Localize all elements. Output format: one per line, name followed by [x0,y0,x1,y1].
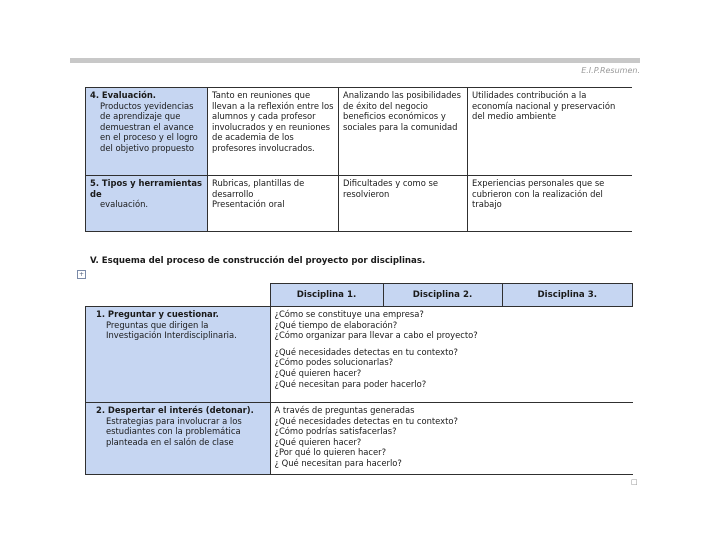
cell-line: de éxito del negocio [343,100,428,111]
row-title-line: evaluación. [100,199,149,210]
table-row [86,307,633,403]
question-line: ¿Cómo podes solucionarlas? [274,357,394,368]
row-subtitle-line: Estrategias para involucrar a los [106,415,242,426]
cell [468,176,633,232]
question-line: ¿Cómo podrías satisfacerlas? [274,426,397,437]
cell [468,88,633,176]
cell-line: llevan a la reflexión entre los [212,100,334,111]
row-title: 5. Tipos y herramientas de [90,178,202,199]
cell-line: Tanto en reuniones que [212,90,311,100]
table-row [86,403,633,475]
disciplines-table [85,283,633,475]
row-title-line: de aprendizaje que [100,111,181,122]
row-subtitle-line: Preguntas que dirigen la [106,319,209,330]
cell-line: del medio ambiente [472,111,557,122]
cell [208,176,339,232]
row-content-cell [270,403,633,475]
cell-line: profesores involucrados. [212,142,315,153]
header-discipline-1: Disciplina 1. [270,284,383,307]
question-line: ¿Cómo se constituye una empresa? [274,309,424,319]
cell-line: sociales para la comunidad [343,121,458,132]
question-line: ¿Por qué lo quieren hacer? [274,447,387,458]
header-label: E.I.P.Resumen. [581,66,640,75]
cell-line: Presentación oral [212,199,285,210]
row-title-line: Productos yevidencias [100,100,194,111]
header-empty [86,284,271,307]
row-title-line: en el proceso y el logro [100,132,198,143]
table-row [86,176,633,232]
row-title-cell [86,403,271,475]
cell-line: Analizando las posibilidades [343,90,461,100]
row-title-line: demuestran el avance [100,121,194,132]
row-title: 4. Evaluación. [90,90,156,100]
question-line: ¿Qué necesitan para poder hacerlo? [274,378,427,389]
cell-line: Experiencias personales que se [472,178,605,188]
cell-line: resolvieron [343,188,390,199]
cell-line: Rubricas, plantillas de [212,178,305,188]
cell-line: Dificultades y como se [343,178,439,188]
question-line: ¿Qué quieren hacer? [274,436,362,447]
cell [208,88,339,176]
cell-line: cubrieron con la realización del [472,188,603,199]
table-row [86,88,633,176]
row-title: 2. Despertar el interés (detonar). [96,405,254,415]
row-subtitle-line: planteada en el salón de clase [106,436,234,447]
cell [339,88,468,176]
row-subtitle-line: Investigación Interdisciplinaria. [106,330,237,341]
row-title-cell [86,176,208,232]
question-line: ¿Qué necesidades detectas en tu contexto? [274,415,458,426]
question-line: A través de preguntas generadas [274,405,415,415]
table-move-handle-icon[interactable]: + [78,271,85,278]
cell-line: trabajo [472,199,502,210]
question-line: ¿Cómo organizar para llevar a cabo el proyecto? [274,330,478,341]
cell-line: economía nacional y preservación [472,100,616,111]
header-discipline-2: Disciplina 2. [383,284,502,307]
corner-marker: □ [631,478,638,486]
cell-line: Utilidades contribución a la [472,90,587,100]
section-title: V. Esquema del proceso de construcción del proyecto por disciplinas. [90,256,426,266]
question-line: ¿Qué quieren hacer? [274,367,362,378]
cell-line: de academia de los [212,132,294,143]
cell-line: involucrados y en reuniones [212,121,331,132]
cell-line: desarrollo [212,188,254,199]
row-title-cell [86,88,208,176]
row-title: 1. Preguntar y cuestionar. [96,309,219,319]
cell-line: beneficios económicos y [343,111,446,122]
cell-line: alumnos y cada profesor [212,111,316,122]
header-discipline-3: Disciplina 3. [502,284,633,307]
question-line: ¿Qué tiempo de elaboración? [274,319,398,330]
row-subtitle-line: estudiantes con la problemática [106,426,241,437]
row-content-cell [270,307,633,403]
top-rule [70,58,640,63]
question-line: ¿Qué necesidades detectas en tu contexto? [274,346,458,357]
cell [339,176,468,232]
header-row [86,284,633,307]
question-line: ¿ Qué necesitan para hacerlo? [274,457,402,468]
evaluation-table [85,87,632,232]
row-title-cell [86,307,271,403]
row-title-line: del objetivo propuesto [100,142,194,153]
